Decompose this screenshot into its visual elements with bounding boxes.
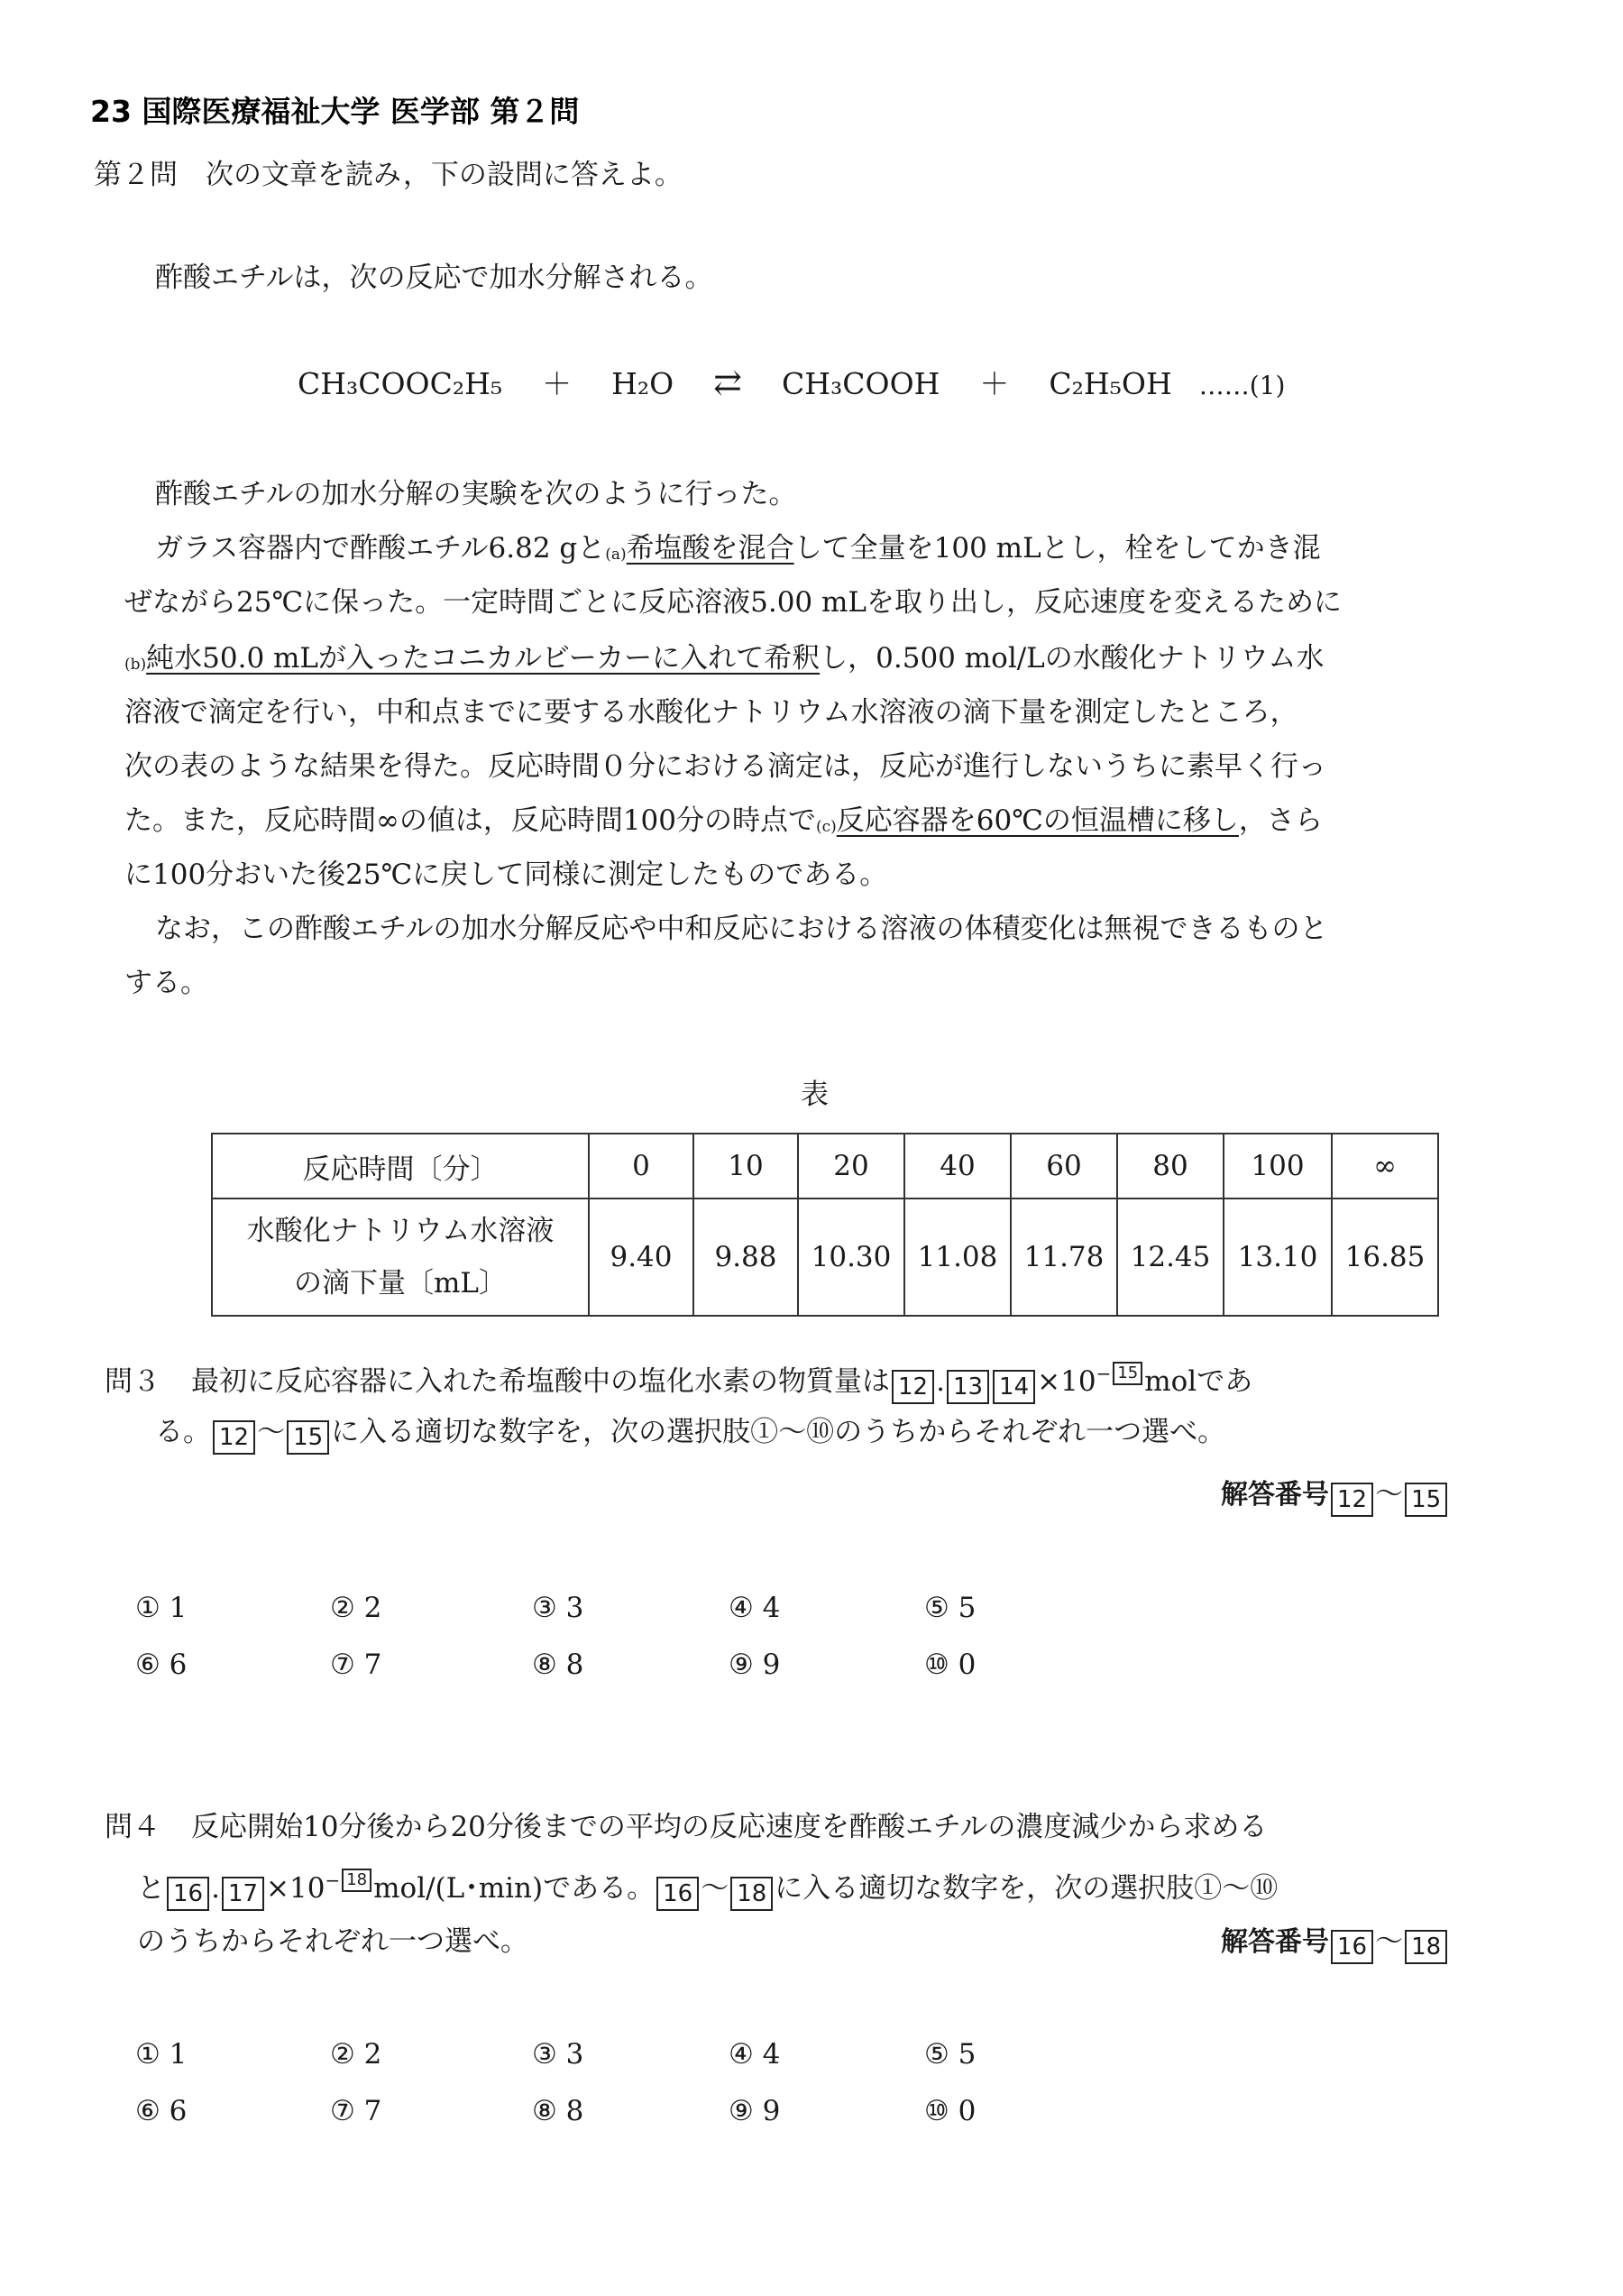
table-cell: 13.10 <box>1224 1199 1332 1316</box>
body-line-7: た。また，反応時間∞の値は，反応時間100分の時点で(c)反応容器を60℃の恒温槽に移し，さら <box>124 804 1323 837</box>
body-line-10: する。 <box>124 967 208 999</box>
table-cell: 11.08 <box>904 1199 1011 1316</box>
body-line-5: 溶液で滴定を行い，中和点までに要する水酸化ナトリウム水溶液の滴下量を測定したところ， <box>124 696 1298 729</box>
q3-choice-2: ② 2 <box>330 1592 382 1624</box>
table-header-volume: 水酸化ナトリウム水溶液 の滴下量〔mL〕 <box>212 1199 589 1316</box>
table-cell: 60 <box>1011 1134 1117 1199</box>
answer-box-15: 15 <box>287 1420 329 1455</box>
page-header: 23 国際医療福祉大学 医学部 第２問 <box>90 94 580 129</box>
table-cell: 9.88 <box>693 1199 798 1316</box>
plus-sign: ＋ <box>979 366 1010 401</box>
q3-answer-numbers: 解答番号 12 ～ 15 <box>1221 1472 1449 1517</box>
q3-choice-5: ⑤ 5 <box>924 1592 977 1624</box>
q3-choice-10: ⑩ 0 <box>924 1649 977 1681</box>
answer-box-15: 15 <box>1113 1362 1142 1385</box>
question-intro: 第２問 次の文章を読み，下の設問に答えよ。 <box>94 159 683 191</box>
answer-box-13: 13 <box>947 1370 989 1404</box>
q4-choice-8: ⑧ 8 <box>532 2095 584 2127</box>
q3-line-2: る。 12 ～ 15 に入る適切な数字を，次の選択肢①～⑩のうちからそれぞれ一つ選べ。 <box>155 1416 1225 1455</box>
q3-choice-1: ① 1 <box>135 1592 188 1624</box>
table-cell: 40 <box>904 1134 1011 1199</box>
table-cell: 10 <box>693 1134 798 1199</box>
underline-b: 純水50.0 mLが入ったコニカルビーカーに入れて希釈 <box>146 642 821 675</box>
q3-label: 問３ <box>105 1365 160 1398</box>
table-cell: 80 <box>1117 1134 1224 1199</box>
table-caption: 表 <box>801 1079 829 1111</box>
q3-choice-7: ⑦ 7 <box>330 1649 382 1681</box>
q3-choice-6: ⑥ 6 <box>135 1649 188 1681</box>
q3-choice-9: ⑨ 9 <box>729 1649 781 1681</box>
equation-number: ……(1) <box>1198 371 1286 400</box>
marker-a: (a) <box>605 546 627 564</box>
product-ethanol: C₂H₅OH <box>1049 366 1172 401</box>
q4-choice-9: ⑨ 9 <box>729 2095 781 2127</box>
q3-choice-8: ⑧ 8 <box>532 1649 584 1681</box>
table-cell: 100 <box>1224 1134 1332 1199</box>
answer-box-15: 15 <box>1405 1483 1447 1517</box>
underline-c: 反応容器を60℃の恒温槽に移し <box>836 804 1239 837</box>
table-cell: 16.85 <box>1332 1199 1438 1316</box>
q4-choice-3: ③ 3 <box>532 2038 584 2071</box>
q3-line-1: 問３ 最初に反応容器に入れた希塩酸中の塩化水素の物質量は 12 . 13 14 ×10− 15 molであ <box>105 1362 1252 1404</box>
q4-line-3: のうちからそれぞれ一つ選べ。 <box>137 1925 528 1958</box>
body-line-6: 次の表のような結果を得た。反応時間０分における滴定は，反応が進行しないうちに素早く行っ <box>124 750 1326 783</box>
q4-choice-6: ⑥ 6 <box>135 2095 188 2127</box>
data-table <box>211 1133 1439 1317</box>
equilibrium-arrow-icon: ⇄ <box>713 363 743 402</box>
answer-box-16: 16 <box>1331 1930 1373 1964</box>
body-line-8: に100分おいた後25℃に戻して同様に測定したものである。 <box>124 859 888 891</box>
answer-box-12: 12 <box>213 1420 255 1455</box>
q4-choice-2: ② 2 <box>330 2038 382 2071</box>
underline-a: 希塩酸を混合 <box>626 532 794 565</box>
body-line-4: (b)純水50.0 mLが入ったコニカルビーカーに入れて希釈し，0.500 mol/Lの水酸化ナトリウム水 <box>124 642 1325 675</box>
body-line-2: ガラス容器内で酢酸エチル6.82 gと(a)希塩酸を混合して全量を100 mLとし，栓をしてかき混 <box>155 532 1321 565</box>
plus-sign: ＋ <box>542 366 573 401</box>
table-cell: 11.78 <box>1011 1199 1117 1316</box>
table-cell: 12.45 <box>1117 1199 1224 1316</box>
paragraph-1: 酢酸エチルは，次の反応で加水分解される。 <box>155 262 713 294</box>
table-row <box>212 1199 1438 1316</box>
table-cell: 0 <box>589 1134 693 1199</box>
answer-box-14: 14 <box>993 1370 1035 1404</box>
answer-box-17: 17 <box>222 1877 264 1911</box>
q3-choice-3: ③ 3 <box>532 1592 584 1624</box>
reactant-ethyl-acetate: CH₃COOC₂H₅ <box>298 366 503 401</box>
q4-choice-1: ① 1 <box>135 2038 188 2071</box>
answer-box-12: 12 <box>892 1370 934 1404</box>
table-row <box>212 1134 1438 1199</box>
body-line-1: 酢酸エチルの加水分解の実験を次のように行った。 <box>155 478 797 510</box>
marker-b: (b) <box>124 656 147 674</box>
answer-box-12: 12 <box>1331 1483 1373 1517</box>
q4-label: 問４ <box>105 1811 160 1843</box>
q3-choice-4: ④ 4 <box>729 1592 781 1624</box>
answer-box-18: 18 <box>342 1869 371 1892</box>
q4-choice-7: ⑦ 7 <box>330 2095 382 2127</box>
q4-answer-numbers: 解答番号 16 ～ 18 <box>1221 1919 1449 1964</box>
q4-line-2: と 16 . 17 ×10− 18 mol/(L･min)である。 16 ～ 18 に入る適切な数字を，次の選択肢①～⑩ <box>137 1869 1278 1911</box>
reaction-equation <box>298 361 1285 403</box>
table-cell: 9.40 <box>589 1199 693 1316</box>
table-cell: 10.30 <box>798 1199 904 1316</box>
q4-choice-5: ⑤ 5 <box>924 2038 977 2071</box>
table-cell: ∞ <box>1332 1134 1438 1199</box>
answer-box-18: 18 <box>730 1877 773 1911</box>
q4-choice-10: ⑩ 0 <box>924 2095 977 2127</box>
table-header-time: 反応時間〔分〕 <box>212 1134 589 1199</box>
body-line-3: ぜながら25℃に保った。一定時間ごとに反応溶液5.00 mLを取り出し，反応速度を変えるために <box>124 586 1342 619</box>
answer-box-16: 16 <box>167 1877 209 1911</box>
body-line-9: なお，この酢酸エチルの加水分解反応や中和反応における溶液の体積変化は無視できるものと <box>155 913 1328 945</box>
product-acetic-acid: CH₃COOH <box>782 366 940 401</box>
answer-box-16: 16 <box>656 1877 699 1911</box>
reactant-water: H₂O <box>611 366 674 401</box>
answer-box-18: 18 <box>1405 1930 1447 1964</box>
q4-line-1: 問４ 反応開始10分後から20分後までの平均の反応速度を酢酸エチルの濃度減少から求める <box>105 1811 1268 1843</box>
table-cell: 20 <box>798 1134 904 1199</box>
q4-choice-4: ④ 4 <box>729 2038 781 2071</box>
marker-c: (c) <box>816 818 837 836</box>
